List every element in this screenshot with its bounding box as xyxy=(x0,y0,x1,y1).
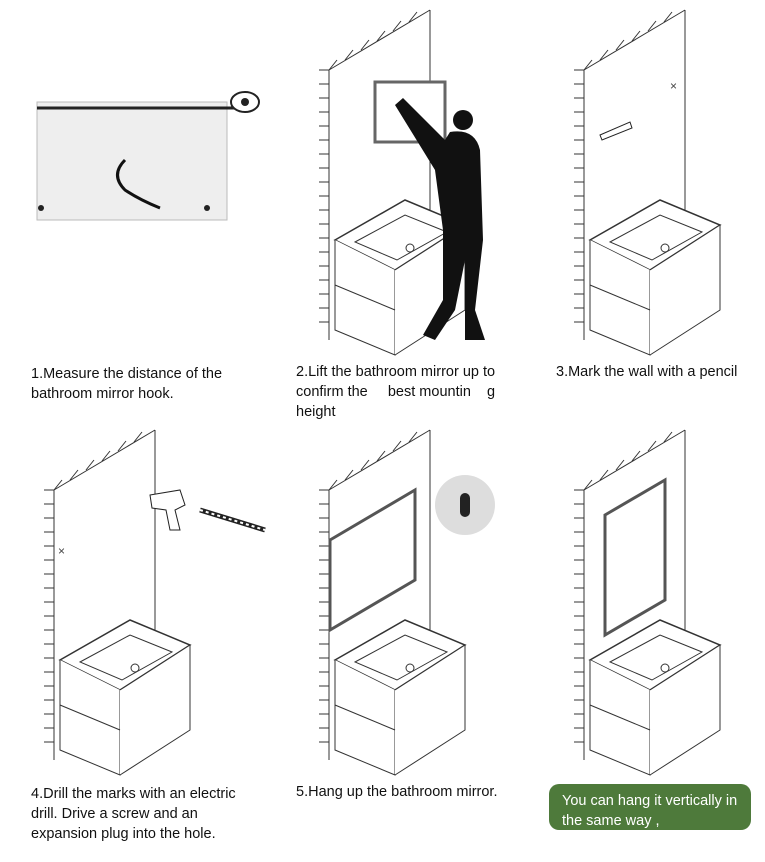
step-2-illustration xyxy=(315,10,525,350)
sink-cabinet xyxy=(590,200,720,355)
tape-measure-icon xyxy=(231,92,259,112)
step-3-illustration xyxy=(570,10,760,350)
step-1-caption: 1.Measure the distance of the bathroom mirror hook. xyxy=(31,366,223,402)
sink-cabinet xyxy=(60,620,190,775)
step-4-illustration xyxy=(40,430,280,770)
mirror xyxy=(605,480,665,635)
step-2-caption: 2.Lift the bathroom mirror up to confirm the best mountin g height xyxy=(296,364,496,420)
pencil-icon xyxy=(600,122,632,140)
sink-cabinet xyxy=(335,620,465,775)
step-4-caption: 4.Drill the marks with an electric drill. Drive a screw and an expansion plug into the hole. xyxy=(31,786,236,842)
step-1-illustration xyxy=(25,80,265,230)
step-5-caption: 5.Hang up the bathroom mirror. xyxy=(296,784,498,800)
sink-cabinet xyxy=(590,620,720,775)
svg-text:×: × xyxy=(58,544,66,558)
vertical-hanging-note: You can hang it vertically in the same way , xyxy=(549,784,751,830)
vertical-illustration xyxy=(570,430,760,770)
mirror-back xyxy=(37,102,227,220)
screw-and-plug-icon xyxy=(200,510,265,530)
step-5-illustration xyxy=(315,430,525,770)
svg-text:×: × xyxy=(670,79,678,93)
mirror xyxy=(330,490,415,630)
step-3-caption: 3.Mark the wall with a pencil xyxy=(556,364,738,380)
